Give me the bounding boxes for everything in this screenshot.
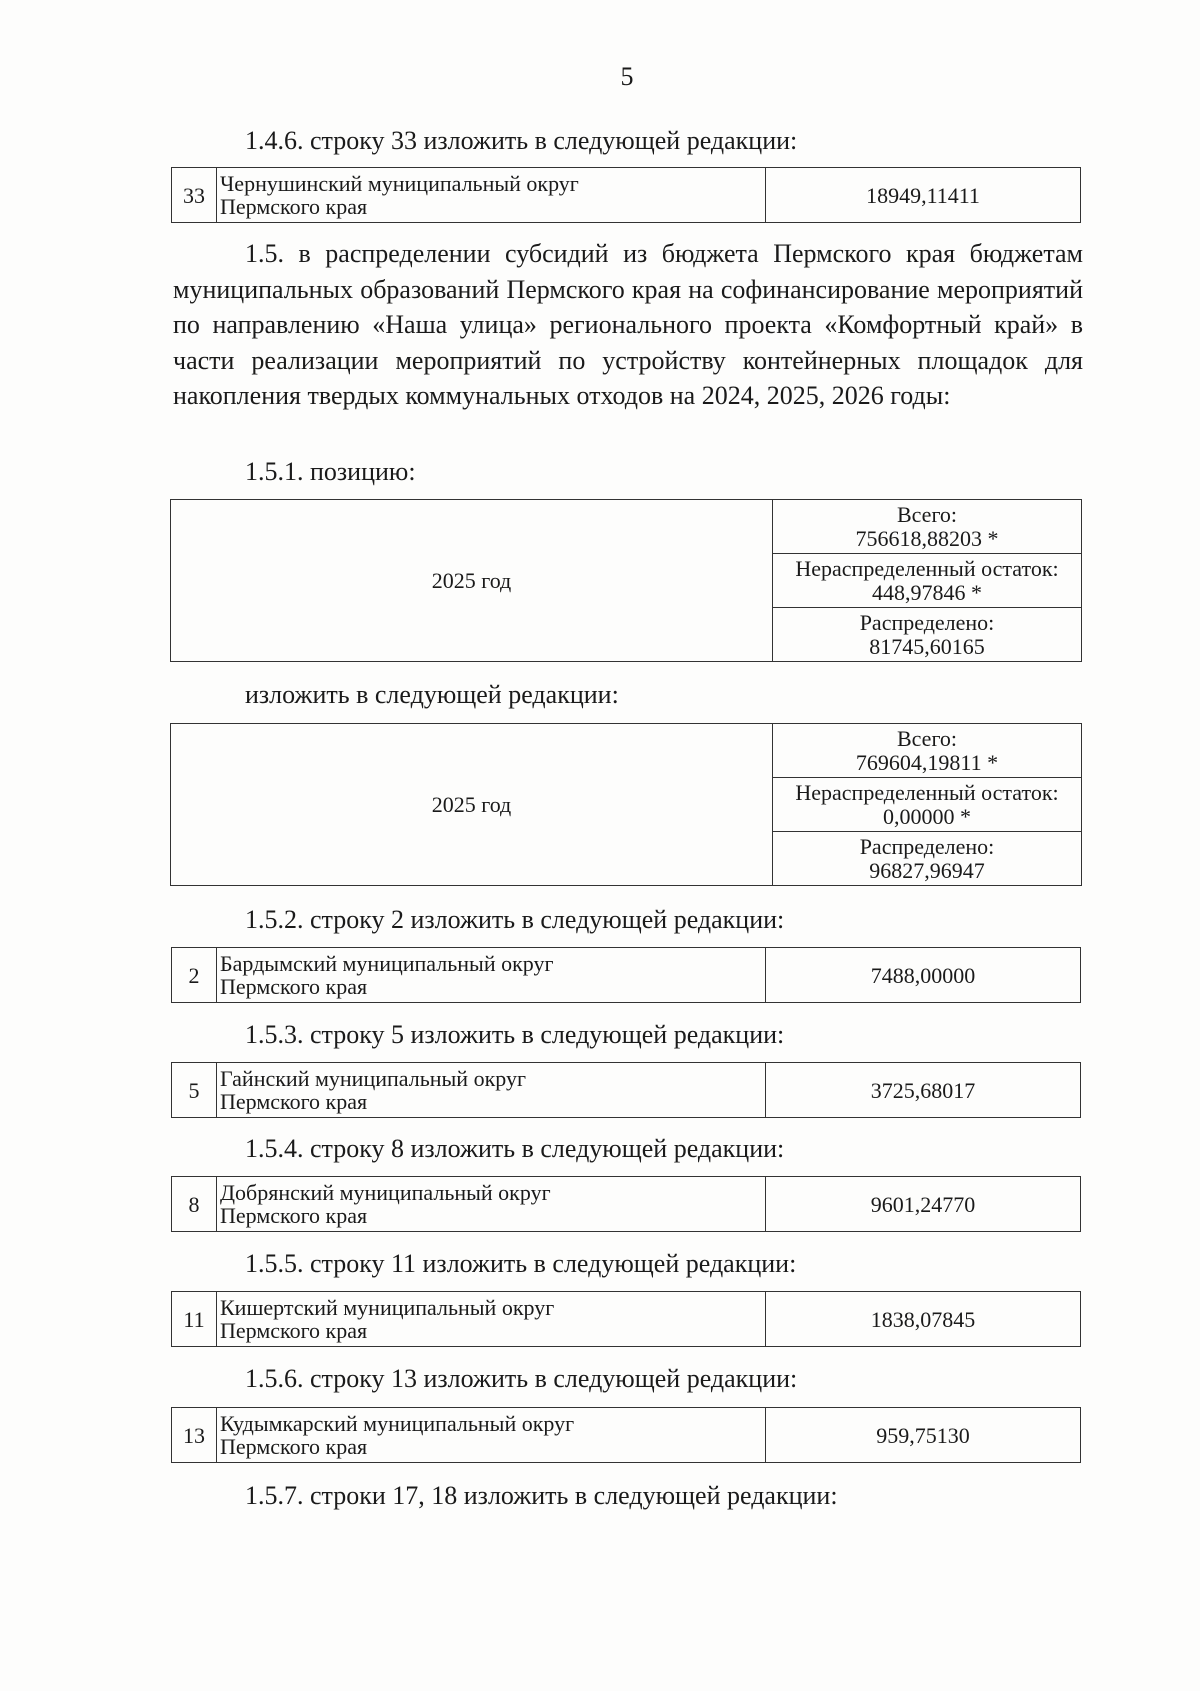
remainder-label: Нераспределенный остаток: bbox=[795, 555, 1059, 581]
position-table-new bbox=[170, 723, 1082, 886]
section-heading-1-5-7: 1.5.7. строки 17, 18 изложить в следующей редакции: bbox=[245, 1481, 838, 1510]
subsidy-amount: 9601,24770 bbox=[766, 1177, 1081, 1232]
table-row bbox=[171, 724, 1082, 778]
municipality-name bbox=[217, 1177, 766, 1232]
municipality-name-line2: Пермского края bbox=[220, 194, 368, 219]
section-heading-1-5-2: 1.5.2. строку 2 изложить в следующей редакции: bbox=[245, 905, 785, 934]
distributed-label: Распределено: bbox=[859, 833, 995, 859]
municipality-name-line1: Кишертский муниципальный округ bbox=[220, 1295, 555, 1320]
replace-instruction: изложить в следующей редакции: bbox=[245, 680, 619, 709]
paragraph-line-6: твердых коммунальных отходов на 2024, 2025, 2026 годы: bbox=[307, 381, 951, 410]
row-number: 13 bbox=[172, 1408, 217, 1463]
municipality-name bbox=[217, 1408, 766, 1463]
paragraph-line-1: 1.5. в распределении субсидий из бюджета Пермского края bbox=[245, 239, 956, 268]
row-number: 33 bbox=[172, 168, 217, 223]
distributed-label: Распределено: bbox=[859, 609, 995, 635]
remainder-cell bbox=[773, 554, 1082, 608]
remainder-value: 448,97846 * bbox=[872, 579, 982, 605]
municipality-name-line1: Гайнский муниципальный округ bbox=[220, 1066, 526, 1091]
municipality-name bbox=[217, 168, 766, 223]
table-row bbox=[172, 1063, 1081, 1118]
amendment-row-table-8 bbox=[171, 1176, 1081, 1232]
section-heading-1-5-6: 1.5.6. строку 13 изложить в следующей редакции: bbox=[245, 1364, 798, 1393]
total-cell bbox=[773, 500, 1082, 554]
row-number: 8 bbox=[172, 1177, 217, 1232]
distributed-value: 81745,60165 bbox=[869, 633, 985, 659]
remainder-value: 0,00000 * bbox=[883, 803, 971, 829]
paragraph-line-3: на софинансирование мероприятий по направлению «Наша улица» bbox=[173, 274, 1083, 339]
row-number: 5 bbox=[172, 1063, 217, 1118]
section-1-5-paragraph bbox=[173, 236, 1083, 414]
row-number: 11 bbox=[172, 1292, 217, 1347]
municipality-name-line2: Пермского края bbox=[220, 1318, 368, 1343]
subsidy-amount: 959,75130 bbox=[766, 1408, 1081, 1463]
subsidy-amount: 1838,07845 bbox=[766, 1292, 1081, 1347]
page-number: 5 bbox=[620, 62, 634, 91]
total-value: 756618,88203 * bbox=[855, 525, 999, 551]
municipality-name bbox=[217, 1063, 766, 1118]
table-row bbox=[172, 1408, 1081, 1463]
amendment-row-table-5 bbox=[171, 1062, 1081, 1118]
municipality-name-line1: Кудымкарский муниципальный округ bbox=[220, 1411, 575, 1436]
municipality-name-line1: Чернушинский муниципальный округ bbox=[220, 171, 579, 196]
year-cell: 2025 год bbox=[171, 500, 773, 662]
municipality-name-line2: Пермского края bbox=[220, 1203, 368, 1228]
table-row bbox=[172, 1177, 1081, 1232]
municipality-name-line2: Пермского края bbox=[220, 974, 368, 999]
municipality-name bbox=[217, 948, 766, 1003]
remainder-label: Нераспределенный остаток: bbox=[795, 779, 1059, 805]
distributed-cell bbox=[773, 832, 1082, 886]
row-number: 2 bbox=[172, 948, 217, 1003]
amendment-row-table-33 bbox=[171, 167, 1081, 223]
paragraph-line-5: мероприятий по устройству контейнерных площадок для накопления bbox=[173, 345, 1084, 410]
section-heading-1-5-5: 1.5.5. строку 11 изложить в следующей редакции: bbox=[245, 1249, 797, 1278]
municipality-name-line1: Добрянский муниципальный округ bbox=[220, 1180, 551, 1205]
municipality-name bbox=[217, 1292, 766, 1347]
municipality-name-line2: Пермского края bbox=[220, 1434, 368, 1459]
table-row bbox=[172, 948, 1081, 1003]
section-heading-1-5-1: 1.5.1. позицию: bbox=[245, 457, 416, 486]
paragraph-line-4: регионального проекта «Комфортный край» в части реализации bbox=[173, 310, 1084, 375]
position-table-old bbox=[170, 499, 1082, 662]
paragraph-line-2: бюджетам муниципальных образований Пермского края bbox=[173, 239, 1083, 304]
amendment-row-table-2 bbox=[171, 947, 1081, 1003]
municipality-name-line2: Пермского края bbox=[220, 1089, 368, 1114]
subsidy-amount: 3725,68017 bbox=[766, 1063, 1081, 1118]
total-cell bbox=[773, 724, 1082, 778]
table-row bbox=[171, 500, 1082, 554]
subsidy-amount: 18949,11411 bbox=[766, 168, 1081, 223]
table-row bbox=[172, 168, 1081, 223]
total-label: Всего: bbox=[896, 725, 958, 751]
table-row bbox=[172, 1292, 1081, 1347]
section-heading-1-4-6: 1.4.6. строку 33 изложить в следующей редакции: bbox=[245, 126, 798, 155]
distributed-value: 96827,96947 bbox=[869, 857, 985, 883]
year-cell: 2025 год bbox=[171, 724, 773, 886]
amendment-row-table-11 bbox=[171, 1291, 1081, 1347]
total-label: Всего: bbox=[896, 501, 958, 527]
municipality-name-line1: Бардымский муниципальный округ bbox=[220, 951, 554, 976]
remainder-cell bbox=[773, 778, 1082, 832]
section-heading-1-5-3: 1.5.3. строку 5 изложить в следующей редакции: bbox=[245, 1020, 785, 1049]
section-heading-1-5-4: 1.5.4. строку 8 изложить в следующей редакции: bbox=[245, 1134, 785, 1163]
amendment-row-table-13 bbox=[171, 1407, 1081, 1463]
total-value: 769604,19811 * bbox=[855, 749, 999, 775]
distributed-cell bbox=[773, 608, 1082, 662]
subsidy-amount: 7488,00000 bbox=[766, 948, 1081, 1003]
